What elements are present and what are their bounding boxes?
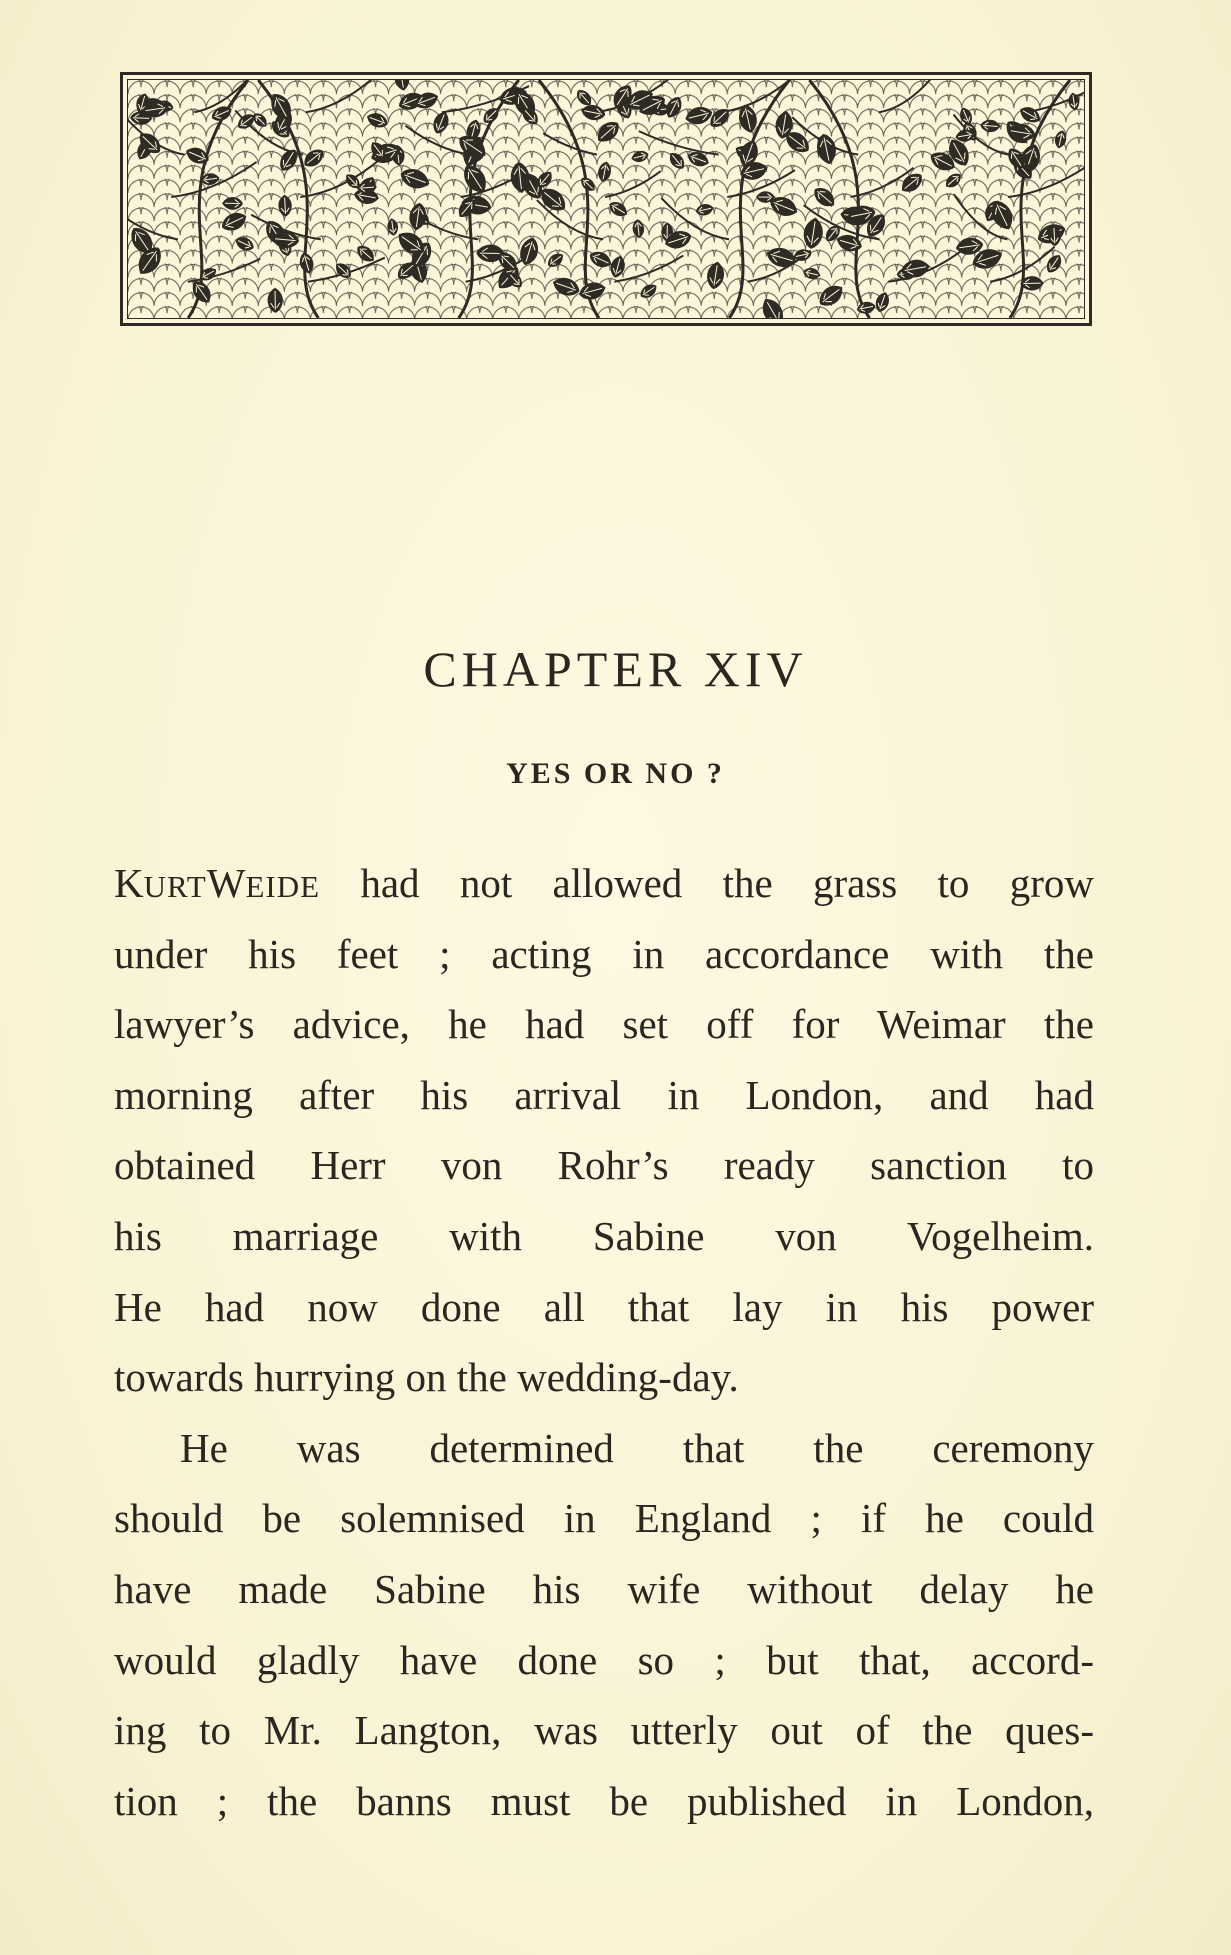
text-line: He was determined that the ceremony (180, 1424, 1094, 1471)
small-caps-text: URT (143, 869, 207, 904)
line-text: had not allowed the grass to grow (320, 860, 1094, 906)
small-caps-text: EIDE (245, 869, 321, 904)
paragraph-2 (114, 1413, 1094, 1837)
text-line: morning after his arrival in London, and had (114, 1071, 1094, 1118)
text-line: have made Sabine his wife without delay he (114, 1565, 1094, 1612)
text-line: ing to Mr. Langton, was utterly out of the ques- (114, 1707, 1094, 1754)
text-line: He had now done all that lay in his power (114, 1283, 1094, 1330)
text-line: under his feet ; acting in accordance with the (114, 930, 1094, 977)
chapter-title: CHAPTER XIV (423, 641, 808, 697)
text-line: tion ; the banns must be published in London, (114, 1777, 1094, 1824)
text-line: his marriage with Sabine von Vogelheim. (114, 1212, 1094, 1259)
floral-pattern-icon (128, 80, 1084, 318)
text-line: towards hurrying on the wedding-day. (114, 1354, 739, 1401)
text-line (114, 848, 1094, 919)
chapter-subtitle: YES OR NO ? (506, 757, 725, 790)
text-line: should be solemnised in England ; if he could (114, 1495, 1094, 1542)
small-caps-initial: K (114, 860, 144, 906)
small-caps-initial: W (206, 860, 246, 906)
body-text (114, 848, 1094, 1836)
paragraph-1 (114, 848, 1094, 1413)
text-line: would gladly have done so ; but that, accord- (114, 1636, 1094, 1683)
text-line: lawyer’s advice, he had set off for Weimar the (114, 1001, 1094, 1048)
headpiece-frame (127, 79, 1085, 319)
text-line: obtained Herr von Rohr’s ready sanction to (114, 1142, 1094, 1189)
floral-headpiece-icon (120, 72, 1092, 326)
